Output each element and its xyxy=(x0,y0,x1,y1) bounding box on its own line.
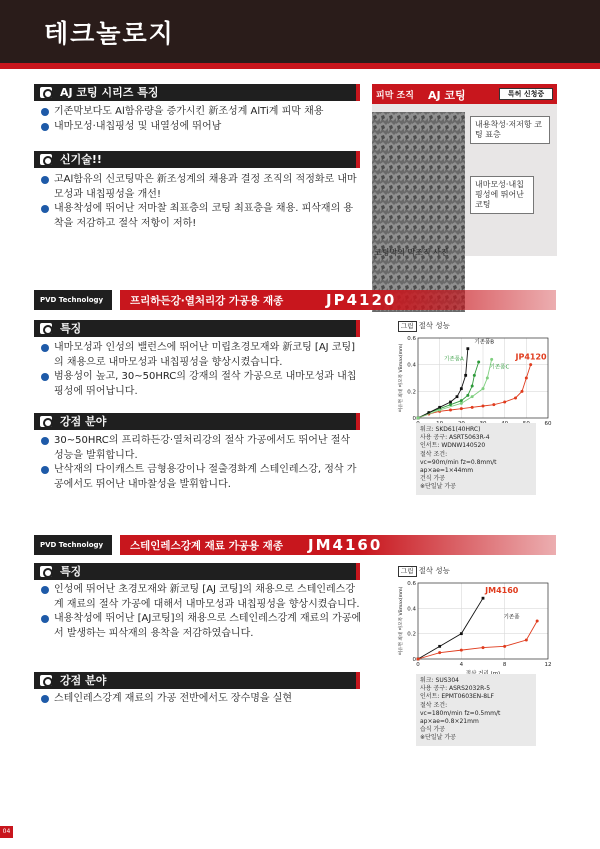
y-tick-label: 0.2 xyxy=(407,389,416,396)
data-point xyxy=(460,407,463,410)
photo-caption: 코팅막의 막조직 사진 xyxy=(374,248,449,257)
y-tick-label: 0.4 xyxy=(407,362,416,369)
jp4120-strength-list xyxy=(40,434,360,492)
series-label: JP4120 xyxy=(515,352,547,362)
section-heading-text: 특징 xyxy=(60,322,82,335)
jm4160-chart xyxy=(396,577,554,677)
data-point xyxy=(529,363,532,366)
data-point xyxy=(456,395,459,398)
data-point xyxy=(466,394,469,397)
list-item: 범용성이 높고, 30~50HRC의 강재의 절삭 가공으로 내마모성과 내칩핑성에 뛰어납니다. xyxy=(40,370,360,399)
data-point xyxy=(449,403,452,406)
page-header xyxy=(0,0,600,63)
data-point xyxy=(471,406,474,409)
page-title: 테크놀로지 xyxy=(44,19,175,48)
data-point xyxy=(486,377,489,380)
condition-line: 건식 가공 xyxy=(420,475,446,483)
section-bullet-icon xyxy=(40,416,52,427)
condition-line: 절삭 조건: xyxy=(420,450,448,458)
section-bullet-icon xyxy=(40,154,52,165)
y-tick-label: 0.6 xyxy=(407,581,416,587)
data-point xyxy=(503,401,506,404)
data-point xyxy=(482,597,485,600)
jm4160-banner xyxy=(34,535,556,555)
callout-surface-layer: 내용착성·저저항 코팅 표층 xyxy=(470,116,550,144)
data-point xyxy=(438,409,441,412)
data-point xyxy=(471,385,474,388)
heading-accent xyxy=(356,84,360,101)
section-heading-text: 강점 분야 xyxy=(60,674,107,687)
section-bullet-icon xyxy=(40,87,52,98)
data-point xyxy=(514,397,517,400)
condition-line: ※단일날 가공 xyxy=(420,483,456,491)
section-bullet-icon xyxy=(40,323,52,334)
series-label: 기존품C xyxy=(489,364,510,371)
list-item: 내용착성에 뛰어난 [AJ코팅]의 채용으로 스테인레스강계 재료의 가공에서 발생하는 피삭재의 용착을 저감하였습니다. xyxy=(40,612,362,641)
data-point xyxy=(477,361,480,364)
section-heading-aj-coating xyxy=(34,84,360,101)
heading-accent xyxy=(356,413,360,430)
chart-title: 절삭 성능 xyxy=(418,321,450,330)
aj-feature-list xyxy=(40,105,360,134)
chart-label: 그림 xyxy=(398,566,417,577)
heading-accent xyxy=(356,563,360,580)
data-point xyxy=(460,649,463,652)
condition-line: vc=180m/min fz=0.5mm/t xyxy=(420,709,501,717)
data-point xyxy=(492,403,495,406)
jm4160-chart-box xyxy=(398,565,553,673)
x-tick-label: 0 xyxy=(416,662,420,668)
pvd-technology-tag: PVD Technology xyxy=(34,535,112,555)
jm4160-feature-list xyxy=(40,583,362,641)
list-item: 인성에 뛰어난 초경모재와 新코팅 [AJ 코팅]의 채용으로 스테인레스강계 재료의 절삭 가공에 대해서 내마모성과 내칩핑성을 향상시켰습니다. xyxy=(40,583,362,612)
list-item: 내마모성·내칩핑성 및 내열성에 뛰어남 xyxy=(40,120,360,135)
data-point xyxy=(482,405,485,408)
x-tick-label: 12 xyxy=(544,662,552,668)
section-heading-text: 강점 분야 xyxy=(60,415,107,428)
y-tick-label: 0.4 xyxy=(407,606,416,613)
photo-panel-header xyxy=(372,84,557,104)
data-point xyxy=(525,377,528,380)
jm4160-conditions xyxy=(416,674,536,746)
heading-accent xyxy=(356,672,360,689)
condition-line: vc=90m/min fz=0.8mm/t xyxy=(420,458,497,466)
data-point xyxy=(473,374,476,377)
data-point xyxy=(536,620,539,623)
series-label: JM4160 xyxy=(485,586,519,596)
condition-line: 인서트: EPMT0603EN-8LF xyxy=(420,693,494,701)
list-item: 스테인레스강계 재료의 가공 전반에서도 장수명을 실현 xyxy=(40,692,360,707)
heading-accent xyxy=(356,320,360,337)
callout-wear-layer: 내마모성·내칩핑성에 뛰어난 코팅 xyxy=(470,176,534,214)
jm4160-code: JM4160 xyxy=(308,536,383,554)
jp4120-code: JP4120 xyxy=(326,291,397,309)
section-heading-text: 신기술!! xyxy=(60,153,102,166)
condition-line: 워크: SKD61(40HRC) xyxy=(420,426,481,433)
y-axis-label: 여유면 최대 마모폭 VBmax(mm) xyxy=(399,586,404,656)
jp4120-title-bar xyxy=(120,290,556,310)
series-line xyxy=(418,598,483,659)
condition-line: ap×ae=1×44mm xyxy=(420,467,474,475)
jm4160-strength-heading xyxy=(34,672,360,689)
chart-label: 그림 xyxy=(398,321,417,332)
list-item: 내용착성에 뛰어난 저마찰 최표층의 코팅 최표층을 채용. 피삭재의 용착을 저감하고 절삭 저항이 저하! xyxy=(40,202,362,231)
data-point xyxy=(490,358,493,361)
condition-line: 사용 공구: ASRS2032R-5 xyxy=(420,685,491,693)
series-line xyxy=(418,362,479,418)
data-point xyxy=(466,347,469,350)
jm4160-strength-list xyxy=(40,692,360,707)
series-line xyxy=(418,621,537,659)
data-point xyxy=(503,645,506,648)
photo-panel-label: 피막 조직 xyxy=(376,91,414,101)
page-number: 04 xyxy=(0,826,13,838)
list-item: 내마모성과 인성의 밸런스에 뛰어난 미립초경모재와 新코팅 [AJ 코팅]의 채용으로 내마모성과 내칩핑성을 향상시켰습니다. xyxy=(40,341,360,370)
list-item: 30~50HRC의 프리하든강·열처리강의 절삭 가공에서도 뛰어난 절삭 성능을 발휘합니다. xyxy=(40,434,360,463)
data-point xyxy=(460,632,463,635)
jp4120-chart xyxy=(396,332,554,436)
condition-line: 인서트: WDNW140520 xyxy=(420,442,486,450)
jm4160-title-bar xyxy=(120,535,556,555)
data-point xyxy=(417,417,420,420)
chart-heading xyxy=(398,320,450,332)
data-point xyxy=(449,409,452,412)
data-point xyxy=(482,646,485,649)
data-point xyxy=(449,401,452,404)
patent-pending-badge: 특허 신청중 xyxy=(499,88,553,100)
list-item: 고Al함유의 신코팅막은 新조성계의 채용과 결정 조직의 적정화로 내마모성과 내칩핑성을 개선! xyxy=(40,173,362,202)
series-label: 기존품A xyxy=(444,356,464,363)
coating-structure-panel xyxy=(372,84,557,256)
section-heading-new-tech xyxy=(34,151,360,168)
jp4120-feature-list xyxy=(40,341,360,399)
jp4120-title: 프리하든강·열처리강 가공용 재종 xyxy=(130,295,284,307)
data-point xyxy=(464,374,467,377)
y-axis-label: 여유면 최대 마모폭 VBmax(mm) xyxy=(399,343,404,413)
jp4120-strength-heading xyxy=(34,413,360,430)
jp4120-features-heading xyxy=(34,320,360,337)
pvd-technology-tag: PVD Technology xyxy=(34,290,112,310)
data-point xyxy=(438,406,441,409)
new-tech-list xyxy=(40,173,362,231)
condition-line: 절삭 조건: xyxy=(420,701,448,709)
series-label: 기존품 xyxy=(503,614,520,621)
data-point xyxy=(460,399,463,402)
data-point xyxy=(438,645,441,648)
section-heading-text: AJ 코팅 시리즈 특징 xyxy=(60,86,159,99)
data-point xyxy=(438,651,441,654)
list-item: 기존막보다도 Al함유량을 증가시킨 新조성계 AlTi계 피막 채용 xyxy=(40,105,360,120)
data-point xyxy=(460,402,463,405)
data-point xyxy=(525,639,528,642)
heading-accent xyxy=(356,151,360,168)
y-tick-label: 0.6 xyxy=(407,336,416,342)
micrograph-image xyxy=(372,112,465,312)
y-tick-label: 0 xyxy=(412,657,416,663)
jm4160-features-heading xyxy=(34,563,360,580)
condition-line: ap×ae=0.8×21mm xyxy=(420,718,479,726)
data-point xyxy=(471,395,474,398)
chart-heading xyxy=(398,565,450,577)
data-point xyxy=(482,387,485,390)
condition-line: ※단일날 가공 xyxy=(420,734,456,742)
header-accent-bar xyxy=(0,63,600,69)
data-point xyxy=(417,658,420,661)
section-bullet-icon xyxy=(40,566,52,577)
jp4120-conditions xyxy=(416,423,536,495)
condition-line: 습식 가공 xyxy=(420,726,446,734)
section-bullet-icon xyxy=(40,675,52,686)
x-tick-label: 4 xyxy=(459,662,464,668)
x-tick-label: 60 xyxy=(544,421,552,427)
list-item: 난삭재의 다이캐스트 금형용강이나 절출경화계 스테인레스강, 정삭 가공에서도 뛰어난 내마찰성을 발휘합니다. xyxy=(40,463,360,492)
jm4160-title: 스테인레스강계 재료 가공용 재종 xyxy=(130,540,283,552)
chart-title: 절삭 성능 xyxy=(418,566,450,575)
y-tick-label: 0 xyxy=(412,416,416,422)
photo-panel-title: AJ 코팅 xyxy=(428,89,466,102)
condition-line: 워크: SUS304 xyxy=(420,677,459,684)
condition-line: 사용 공구: ASRT5063R-4 xyxy=(420,434,490,442)
y-tick-label: 0.2 xyxy=(407,631,416,638)
jp4120-banner xyxy=(34,290,556,310)
x-tick-label: 8 xyxy=(502,662,507,668)
data-point xyxy=(521,390,524,393)
data-point xyxy=(460,387,463,390)
section-heading-text: 특징 xyxy=(60,565,82,578)
series-label: 기존품B xyxy=(474,339,495,346)
